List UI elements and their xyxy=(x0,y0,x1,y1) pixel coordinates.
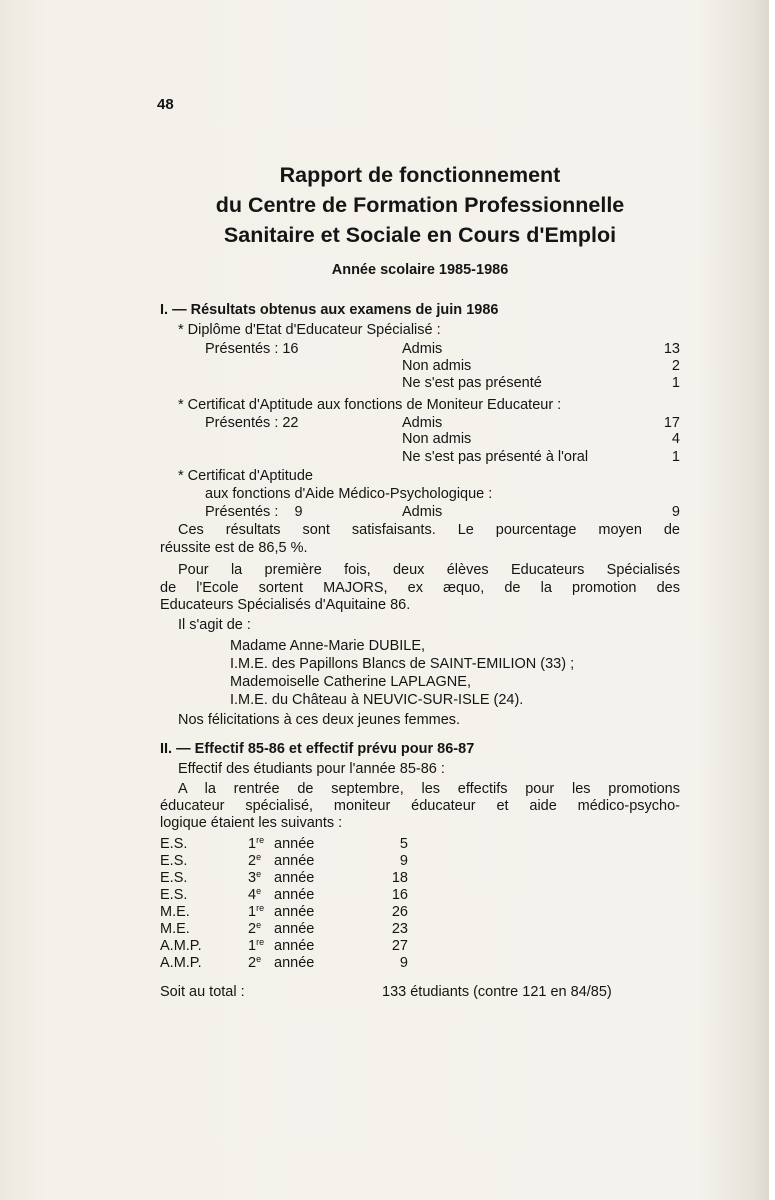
row-year-suffix: e xyxy=(256,852,262,862)
page-number: 48 xyxy=(157,96,174,113)
row-program: E.S. xyxy=(160,836,188,852)
row-year-suffix: e xyxy=(256,954,262,964)
row-year-number: 1 xyxy=(248,904,257,920)
row-program: A.M.P. xyxy=(160,938,202,954)
person-2-name: Mademoiselle Catherine LAPLAGNE, xyxy=(230,674,471,690)
para-1-line-1: Ces résultats sont satisfaisants. Le pourcentage moyen de xyxy=(178,522,680,538)
cafme-absent-label: Ne s'est pas présenté à l'oral xyxy=(402,449,589,465)
row-year-label: année xyxy=(274,955,315,971)
row-program: E.S. xyxy=(160,887,188,903)
row-year xyxy=(248,920,315,938)
total-value: 133 étudiants (contre 121 en 84/85) xyxy=(382,984,612,1000)
row-count: 23 xyxy=(391,921,408,937)
des-absent-value: 1 xyxy=(671,375,680,391)
row-year-label: année xyxy=(274,921,315,937)
des-non-admis-value: 2 xyxy=(671,358,680,374)
para-1-line-2: réussite est de 86,5 %. xyxy=(160,540,308,556)
row-count: 27 xyxy=(391,938,408,954)
row-year xyxy=(248,903,315,921)
amp-line-1: * Certificat d'Aptitude xyxy=(178,468,313,484)
row-year-label: année xyxy=(274,887,315,903)
felicitations: Nos félicitations à ces deux jeunes femmes. xyxy=(178,712,461,728)
des-admis-label: Admis xyxy=(402,341,443,357)
row-year-number: 1 xyxy=(248,938,257,954)
cafme-line: * Certificat d'Aptitude aux fonctions de Moniteur Educateur : xyxy=(178,397,562,413)
row-count: 5 xyxy=(399,836,408,852)
row-year-suffix: re xyxy=(256,903,265,913)
person-2-institution: I.M.E. du Château à NEUVIC-SUR-ISLE (24). xyxy=(230,692,524,708)
row-program: E.S. xyxy=(160,870,188,886)
des-absent-label: Ne s'est pas présenté xyxy=(402,375,542,391)
row-year-number: 2 xyxy=(248,853,257,869)
row-year-suffix: re xyxy=(256,835,265,845)
person-1-institution: I.M.E. des Papillons Blancs de SAINT-EMILION (33) ; xyxy=(230,656,575,672)
row-year-number: 1 xyxy=(248,836,257,852)
row-year xyxy=(248,886,315,904)
row-year-label: année xyxy=(274,870,315,886)
para-2-line-2: de l'Ecole sortent MAJORS, ex æquo, de la promotion des xyxy=(160,580,680,596)
amp-line-2: aux fonctions d'Aide Médico-Psychologique : xyxy=(205,486,493,502)
des-admis-value: 13 xyxy=(663,341,680,357)
row-program: M.E. xyxy=(160,904,190,920)
des-non-admis-label: Non admis xyxy=(402,358,472,374)
row-program: M.E. xyxy=(160,921,190,937)
des-presentes: Présentés : 16 xyxy=(205,341,299,357)
cafme-admis-label: Admis xyxy=(402,415,443,431)
section-2-para-line-2: éducateur spécialisé, moniteur éducateur et aide médico-psycho- xyxy=(160,798,680,814)
cafme-admis-value: 17 xyxy=(663,415,680,431)
para-2-line-3: Educateurs Spécialisés d'Aquitaine 86. xyxy=(160,597,411,613)
row-count: 26 xyxy=(391,904,408,920)
row-year xyxy=(248,937,315,955)
row-year-suffix: re xyxy=(256,937,265,947)
row-year-number: 3 xyxy=(248,870,257,886)
row-count: 9 xyxy=(399,853,408,869)
row-count: 16 xyxy=(391,887,408,903)
row-year xyxy=(248,869,315,887)
row-year xyxy=(248,954,315,972)
row-year-suffix: e xyxy=(256,869,262,879)
row-year-suffix: e xyxy=(256,886,262,896)
row-year-label: année xyxy=(274,836,315,852)
section-2-heading: II. — Effectif 85-86 et effectif prévu pour 86-87 xyxy=(160,741,475,757)
amp-presentes: Présentés : 9 xyxy=(205,504,303,520)
row-year-suffix: e xyxy=(256,920,262,930)
row-year xyxy=(248,852,315,870)
row-year-number: 2 xyxy=(248,955,257,971)
amp-admis-value: 9 xyxy=(671,504,680,520)
title-line-3: Sanitaire et Sociale en Cours d'Emploi xyxy=(223,223,617,247)
row-program: A.M.P. xyxy=(160,955,202,971)
cafme-absent-value: 1 xyxy=(671,449,680,465)
row-year-label: année xyxy=(274,904,315,920)
amp-admis-label: Admis xyxy=(402,504,443,520)
cafme-presentes: Présentés : 22 xyxy=(205,415,299,431)
cafme-non-admis-label: Non admis xyxy=(402,431,472,447)
row-count: 9 xyxy=(399,955,408,971)
person-1-name: Madame Anne-Marie DUBILE, xyxy=(230,638,426,654)
section-2-intro: Effectif des étudiants pour l'année 85-86 : xyxy=(178,761,445,777)
title-line-1: Rapport de fonctionnement xyxy=(279,163,561,187)
row-program: E.S. xyxy=(160,853,188,869)
title-line-2: du Centre de Formation Professionnelle xyxy=(215,193,625,217)
row-count: 18 xyxy=(391,870,408,886)
page-edge xyxy=(769,0,775,1200)
para-2-line-1: Pour la première fois, deux élèves Educateurs Spécialisés xyxy=(178,562,680,578)
section-2-para-line-3: logique étaient les suivants : xyxy=(160,815,343,831)
row-year-number: 2 xyxy=(248,921,257,937)
section-1-heading: I. — Résultats obtenus aux examens de juin 1986 xyxy=(160,302,499,318)
row-year-label: année xyxy=(274,853,315,869)
section-2-para-line-1: A la rentrée de septembre, les effectifs pour les promotions xyxy=(178,781,680,797)
cafme-non-admis-value: 4 xyxy=(671,431,680,447)
des-line: * Diplôme d'Etat d'Educateur Spécialisé : xyxy=(178,322,441,338)
total-label: Soit au total : xyxy=(160,984,245,1000)
row-year-label: année xyxy=(274,938,315,954)
subtitle: Année scolaire 1985-1986 xyxy=(331,262,509,278)
row-year-number: 4 xyxy=(248,887,257,903)
il-sagit: Il s'agit de : xyxy=(178,617,251,633)
row-year xyxy=(248,835,315,853)
